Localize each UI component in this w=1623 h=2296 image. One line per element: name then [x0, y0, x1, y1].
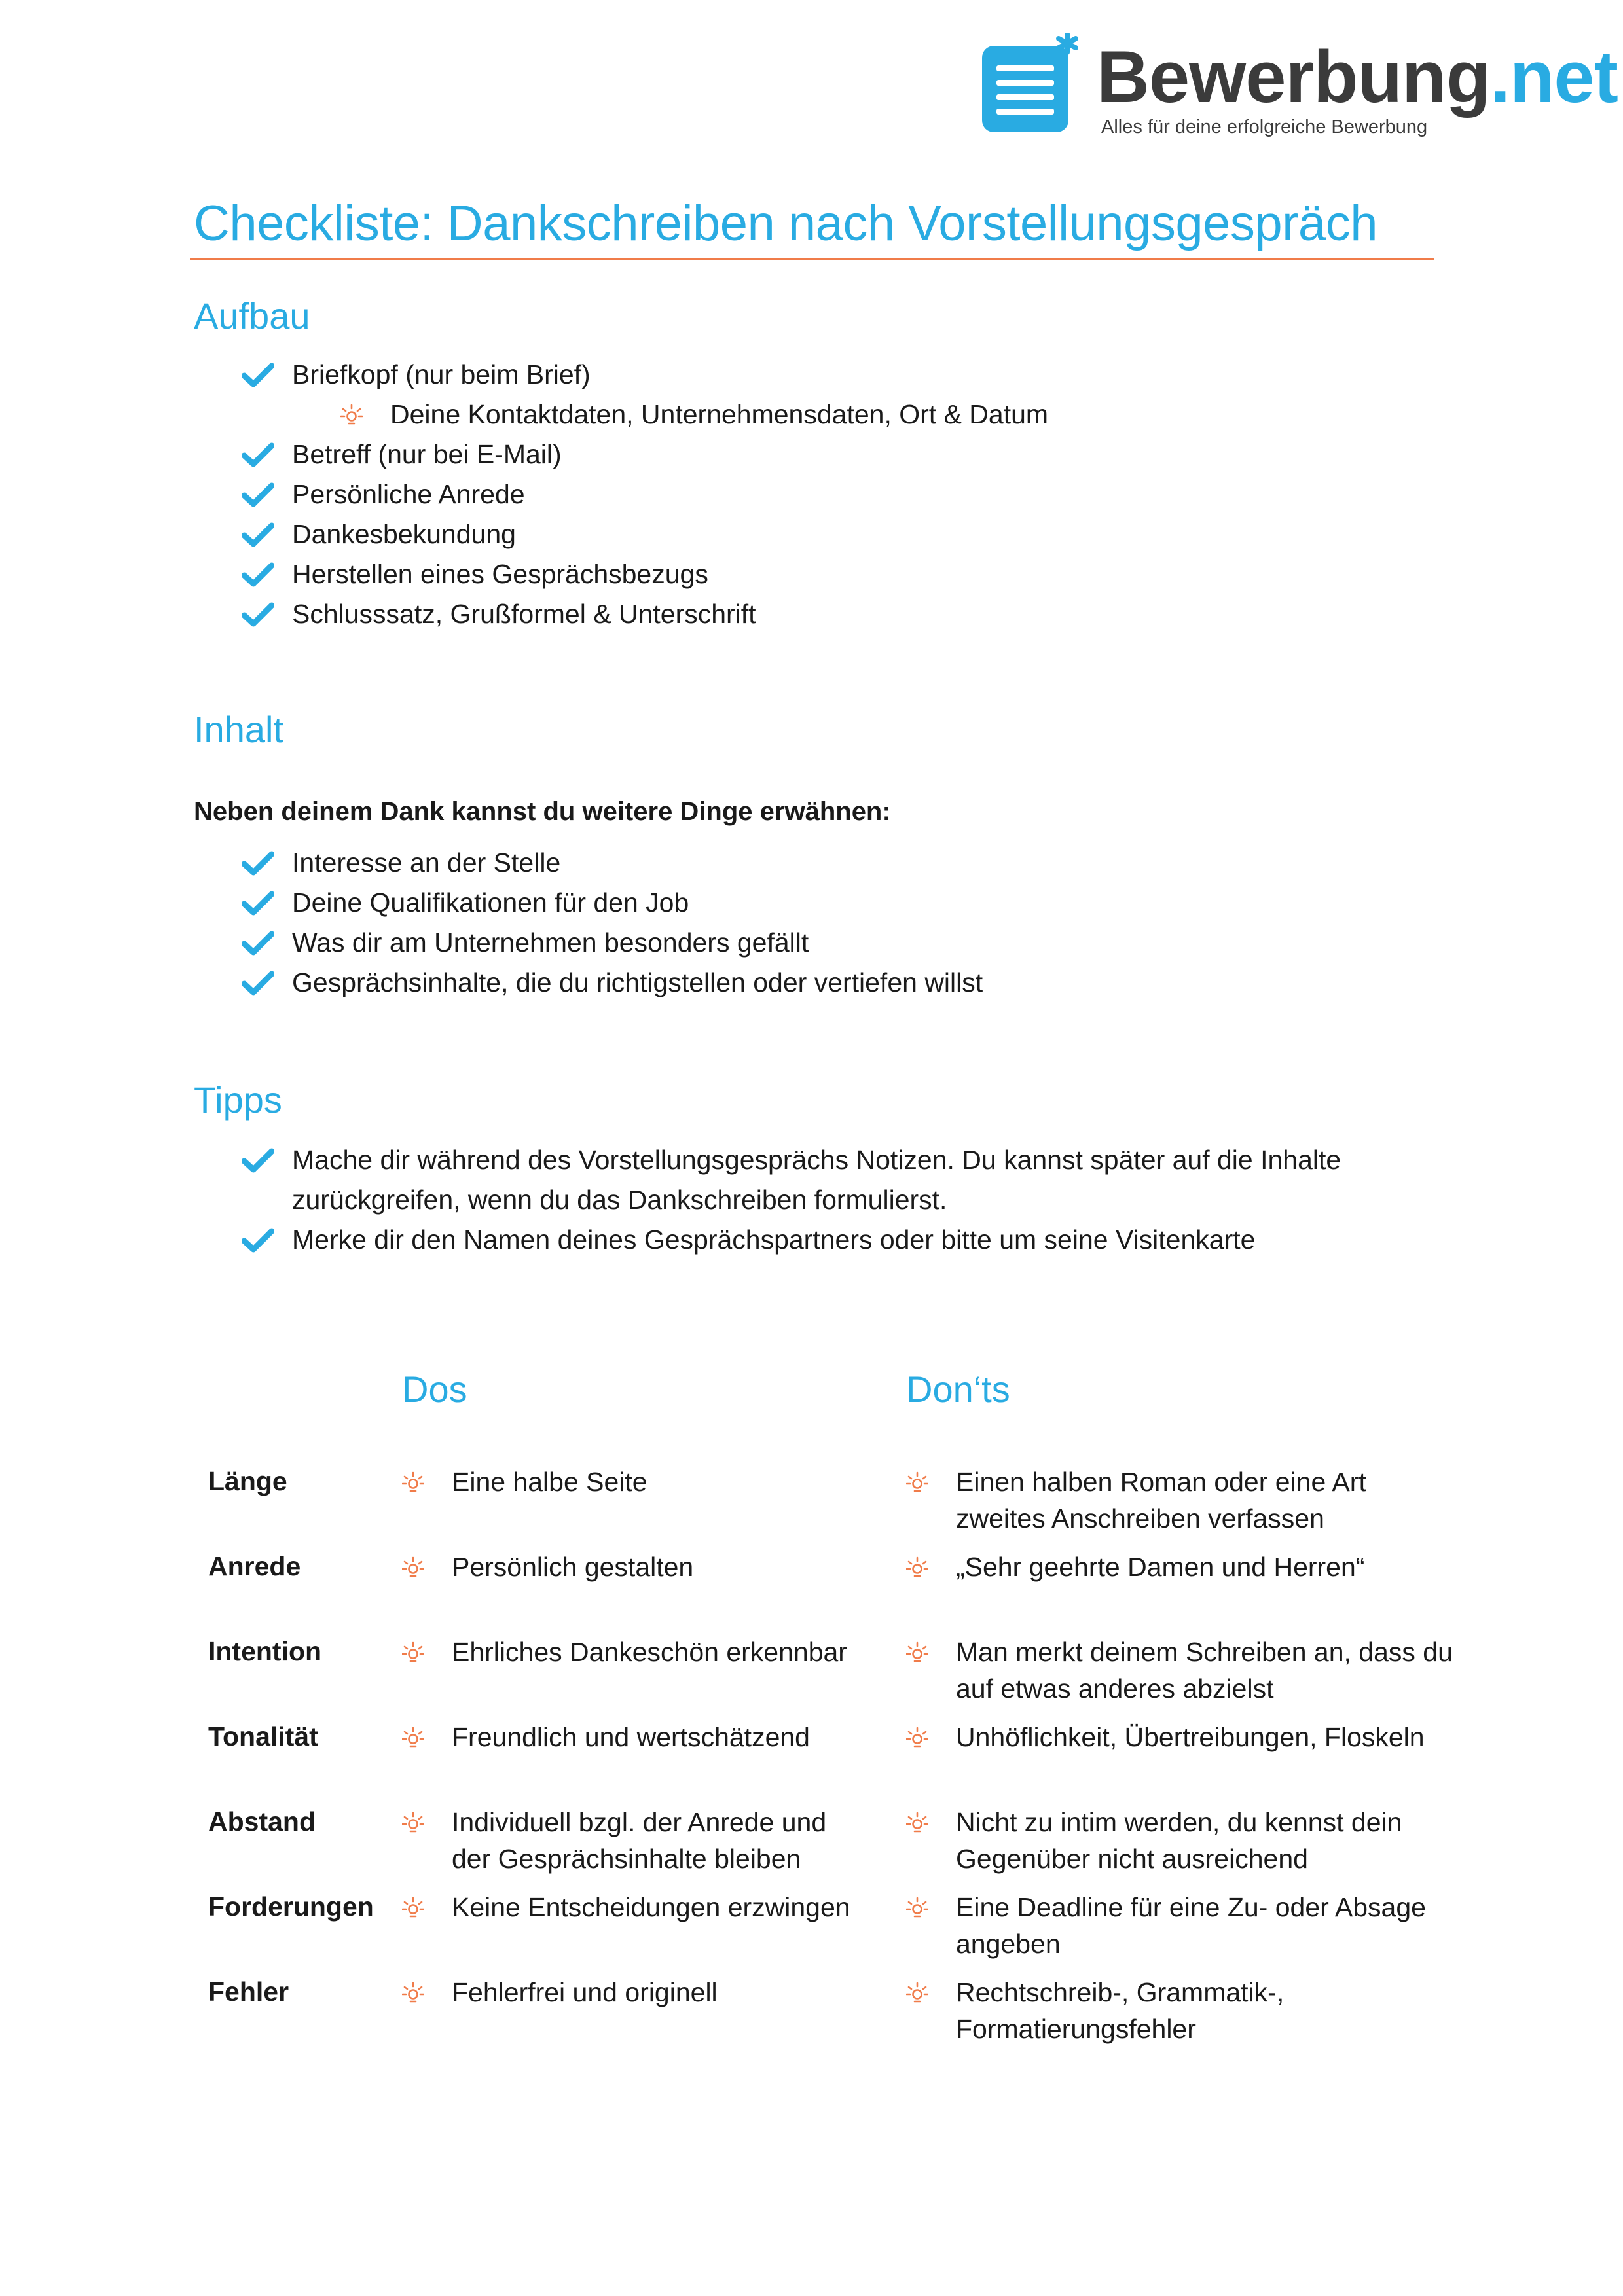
list-item: Merke dir den Namen deines Gesprächspartners oder bitte um seine Visitenkarte: [242, 1220, 1405, 1260]
checkmark-icon: [242, 931, 274, 956]
row-label: Forderungen: [208, 1892, 374, 1922]
lightbulb-icon: [906, 1641, 928, 1664]
list-item: Interesse an der Stelle: [242, 843, 983, 883]
checkmark-icon: [242, 442, 274, 467]
checkmark-icon: [242, 363, 274, 387]
section-heading-tipps: Tipps: [194, 1079, 282, 1121]
list-item: Schlusssatz, Grußformel & Unterschrift: [242, 594, 1048, 634]
list-item: Persönliche Anrede: [242, 475, 1048, 514]
row-label: Tonalität: [208, 1721, 318, 1751]
dont-cell: Einen halben Roman oder eine Art zweites Anschreiben verfassen: [956, 1463, 1453, 1537]
lightbulb-icon: [402, 1812, 424, 1834]
lightbulb-icon: [402, 1727, 424, 1749]
checkmark-icon: [242, 522, 274, 547]
do-cell: Individuell bzgl. der Anrede und der Gesprächsinhalte bleiben: [452, 1804, 871, 1877]
list-item: Herstellen eines Gesprächsbezugs: [242, 554, 1048, 594]
checkmark-icon: [242, 1228, 274, 1253]
lightbulb-icon: [906, 1982, 928, 2004]
dont-cell: Rechtschreib-, Grammatik-, Formatierungsfehler: [956, 1974, 1453, 2047]
list-item: Was dir am Unternehmen besonders gefällt: [242, 923, 983, 963]
lightbulb-icon: [402, 1897, 424, 1919]
do-cell: Freundlich und wertschätzend: [452, 1719, 871, 1755]
list-item: Deine Qualifikationen für den Job: [242, 883, 983, 923]
section-heading-inhalt: Inhalt: [194, 709, 283, 750]
lightbulb-icon: [906, 1897, 928, 1919]
do-cell: Persönlich gestalten: [452, 1549, 871, 1585]
checkmark-icon: [242, 562, 274, 587]
checkmark-icon: [242, 971, 274, 996]
list-subitem: Deine Kontaktdaten, Unternehmensdaten, Ort & Datum: [242, 395, 1048, 435]
tipps-list: [242, 1140, 1405, 1260]
title-divider: [190, 258, 1434, 260]
dont-cell: Eine Deadline für eine Zu- oder Absage angeben: [956, 1889, 1453, 1962]
brand-name: Bewerbung.net: [1097, 36, 1618, 118]
do-cell: Eine halbe Seite: [452, 1463, 871, 1500]
lightbulb-icon: [906, 1556, 928, 1579]
row-label: Intention: [208, 1636, 322, 1666]
aufbau-list: [242, 355, 1048, 634]
checkmark-icon: [242, 1148, 274, 1173]
inhalt-lead-text: Neben deinem Dank kannst du weitere Dinge erwähnen:: [194, 797, 891, 826]
checkmark-icon: [242, 891, 274, 916]
do-cell: Fehlerfrei und originell: [452, 1974, 871, 2011]
do-cell: Keine Entscheidungen erzwingen: [452, 1889, 871, 1926]
list-item: Dankesbekundung: [242, 514, 1048, 554]
section-heading-aufbau: Aufbau: [194, 295, 310, 336]
list-item: Betreff (nur bei E-Mail): [242, 435, 1048, 475]
lightbulb-icon: [906, 1471, 928, 1494]
inhalt-list: [242, 843, 983, 1003]
donts-heading: Don‘ts: [906, 1369, 1010, 1410]
dont-cell: Man merkt deinem Schreiben an, dass du auf etwas anderes abzielst: [956, 1634, 1453, 1707]
document-logo-icon: [982, 33, 1087, 137]
list-item: Gesprächsinhalte, die du richtigstellen oder vertiefen willst: [242, 963, 983, 1003]
row-label: Länge: [208, 1466, 287, 1496]
list-item: Mache dir während des Vorstellungsgesprächs Notizen. Du kannst später auf die Inhalte zurückgreifen, wenn du das Dankschreiben formulierst.: [242, 1140, 1405, 1220]
row-label: Abstand: [208, 1806, 316, 1837]
row-label: Anrede: [208, 1551, 301, 1581]
dont-cell: „Sehr geehrte Damen und Herren“: [956, 1549, 1453, 1585]
lightbulb-icon: [906, 1812, 928, 1834]
lightbulb-icon: [340, 404, 363, 426]
checkmark-icon: [242, 602, 274, 627]
lightbulb-icon: [402, 1556, 424, 1579]
dont-cell: Nicht zu intim werden, du kennst dein Gegenüber nicht ausreichend: [956, 1804, 1453, 1877]
lightbulb-icon: [402, 1471, 424, 1494]
do-cell: Ehrliches Dankeschön erkennbar: [452, 1634, 871, 1670]
dont-cell: Unhöflichkeit, Übertreibungen, Floskeln: [956, 1719, 1453, 1755]
lightbulb-icon: [906, 1727, 928, 1749]
checkmark-icon: [242, 851, 274, 876]
brand-logo: [982, 13, 1618, 137]
lightbulb-icon: [402, 1641, 424, 1664]
lightbulb-icon: [402, 1982, 424, 2004]
checkmark-icon: [242, 482, 274, 507]
dos-heading: Dos: [402, 1369, 467, 1410]
brand-tagline: Alles für deine erfolgreiche Bewerbung: [1101, 117, 1428, 137]
page-title: Checkliste: Dankschreiben nach Vorstellungsgespräch: [194, 196, 1377, 251]
row-label: Fehler: [208, 1977, 289, 2007]
list-item: Briefkopf (nur beim Brief): [242, 355, 1048, 395]
